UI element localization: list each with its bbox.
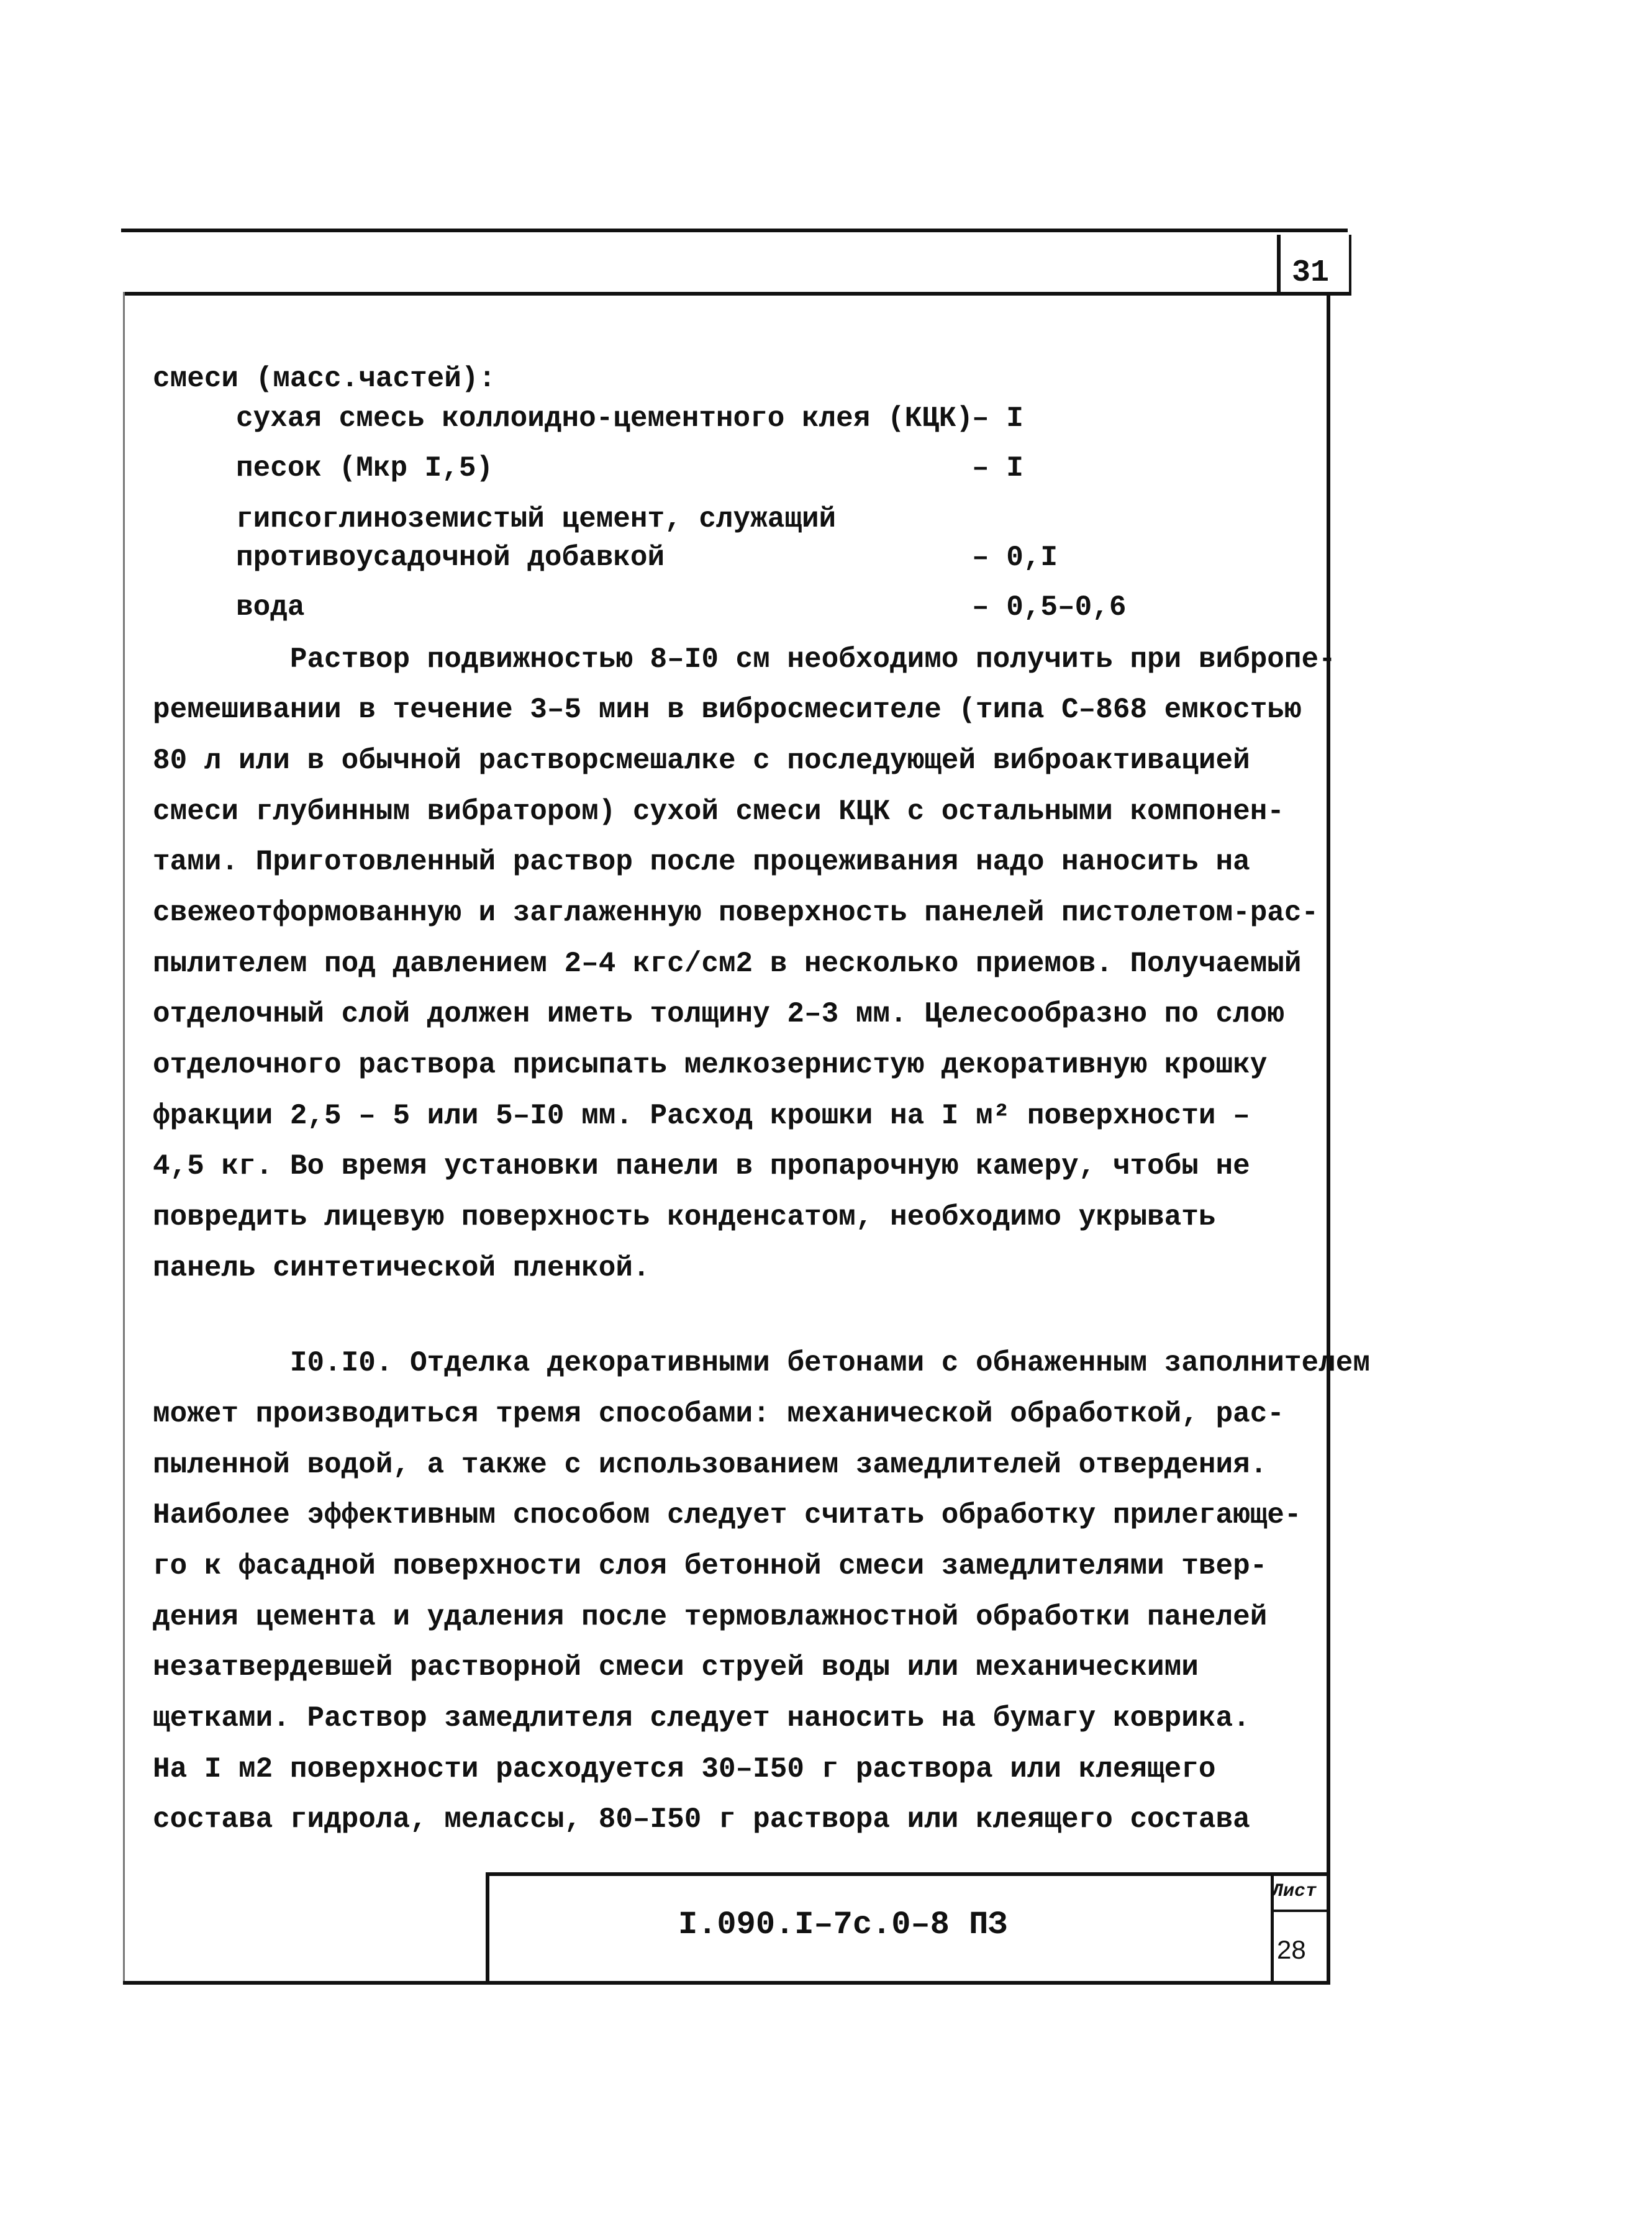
sheet-number: 28 (1277, 1935, 1306, 1964)
component-value: – I (972, 402, 1023, 435)
body-line: Наиболее эффективным способом следует считать обработку прилегающе- (153, 1499, 1302, 1531)
body-line: отделочный слой должен иметь толщину 2–3 мм. Целесообразно по слою (153, 998, 1284, 1030)
component-name: противоусадочной добавкой (236, 542, 665, 574)
component-name: гипсоглиноземистый цемент, служащий (236, 503, 837, 535)
body-line: дения цемента и удаления после термовлажностной обработки панелей (153, 1601, 1268, 1633)
mix-intro: смеси (масс.частей): (153, 363, 496, 395)
body-line: панель синтетической пленкой. (153, 1252, 650, 1284)
component-value: – I (972, 452, 1023, 484)
component-name: песок (Мкр I,5) (236, 452, 494, 484)
body-line: 80 л или в обычной растворсмешалке с последующей виброактивацией (153, 745, 1250, 777)
body-line: На I м2 поверхности расходуется 30–I50 г раствора или клеящего (153, 1753, 1216, 1785)
body-line: Раствор подвижностью 8–I0 см необходимо получить при вибропе- (153, 643, 1336, 676)
top-rule (121, 229, 1348, 232)
body-line: I0.I0. Отделка декоративными бетонами с обнаженным заполнителем (153, 1347, 1370, 1379)
stamp-left (486, 1872, 489, 1984)
component-value: – 0,I (972, 542, 1058, 574)
body-line: щетками. Раствор замедлителя следует наносить на бумагу коврика. (153, 1702, 1250, 1734)
body-line: может производиться тремя способами: механической обработкой, рас- (153, 1398, 1284, 1430)
sheet-label-divider (1271, 1910, 1330, 1912)
body-line: повредить лицевую поверхность конденсатом, необходимо укрывать (153, 1201, 1216, 1233)
body-line: 4,5 кг. Во время установки панели в пропарочную камеру, чтобы не (153, 1150, 1250, 1182)
page-number-box-left (1277, 235, 1281, 296)
body-line: фракции 2,5 – 5 или 5–I0 мм. Расход крошки на I м² поверхности – (153, 1100, 1250, 1132)
component-name: сухая смесь коллоидно-цементного клея (КЦК) (236, 402, 973, 435)
body-line: пыленной водой, а также с использованием замедлителей отвердения. (153, 1449, 1268, 1481)
body-line: отделочного раствора присыпать мелкозернистую декоративную крошку (153, 1049, 1268, 1081)
body-line: пылителем под давлением 2–4 кгс/см2 в несколько приемов. Получаемый (153, 948, 1302, 980)
body-line: состава гидрола, мелассы, 80–I50 г раствора или клеящего состава (153, 1803, 1250, 1836)
page-number-box-right (1349, 235, 1351, 296)
body-line: смеси глубинным вибратором) сухой смеси КЦК с остальными компонен- (153, 795, 1284, 828)
sheet-label: Лист (1272, 1881, 1317, 1902)
frame-right (1327, 292, 1330, 1984)
document-code: I.090.I–7с.0–8 ПЗ (678, 1906, 1008, 1943)
frame-left (123, 292, 125, 1984)
body-line: го к фасадной поверхности слоя бетонной смеси замедлителями твер- (153, 1550, 1268, 1582)
frame-top (124, 292, 1351, 296)
body-line: ремешивании в течение 3–5 мин в вибросмесителе (типа С–868 емкостью (153, 694, 1302, 726)
body-line: свежеотформованную и заглаженную поверхность панелей пистолетом-рас- (153, 897, 1319, 929)
body-line: тами. Приготовленный раствор после процеживания надо наносить на (153, 846, 1250, 878)
component-value: – 0,5–0,6 (972, 591, 1127, 623)
page-number: 31 (1292, 255, 1330, 291)
frame-bottom (123, 1981, 1330, 1985)
component-name: вода (236, 591, 305, 623)
body-line: незатвердевшей растворной смеси струей воды или механическими (153, 1651, 1199, 1683)
stamp-top (488, 1872, 1330, 1876)
